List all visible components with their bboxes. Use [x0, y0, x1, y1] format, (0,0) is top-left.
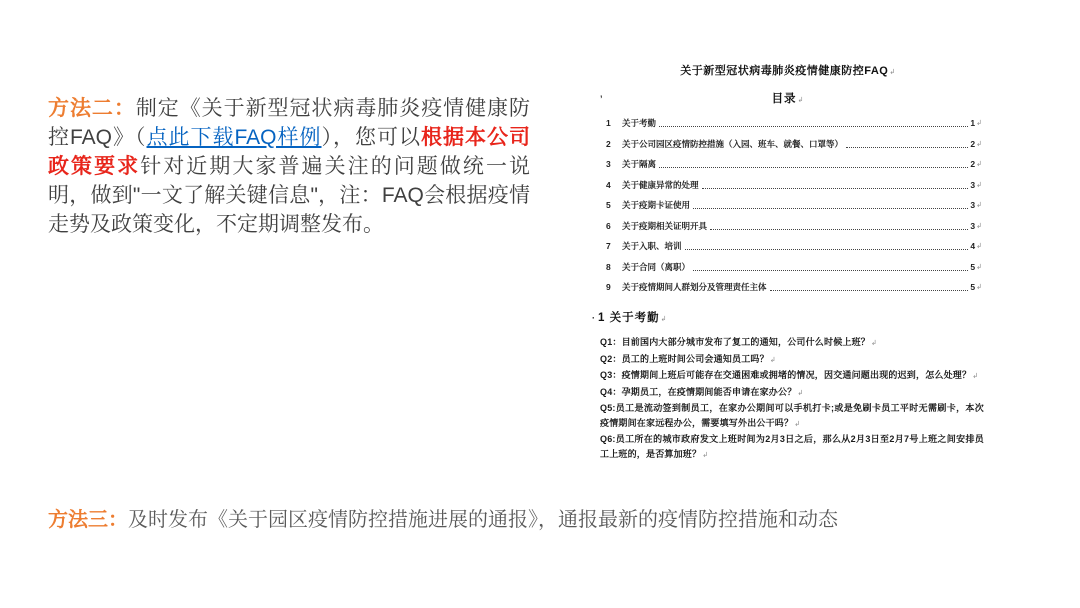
faq-question — [600, 401, 984, 432]
toc-leader-dots — [710, 228, 968, 230]
faq-question — [600, 368, 984, 385]
toc-leader-dots — [693, 269, 968, 271]
paragraph-mark: ↲ — [976, 222, 982, 230]
toc-item-title: 关于健康异常的处理 — [622, 179, 699, 190]
toc-item-title: 关于隔离 — [622, 159, 657, 169]
faq-question — [600, 432, 984, 463]
faq-question — [600, 335, 984, 352]
paragraph-mark: ↲ — [976, 284, 982, 291]
toc-item-title: 关于疫期卡证使用 — [622, 200, 691, 210]
paragraph-mark: ↲ — [871, 340, 878, 347]
toc-item-number: 7 — [606, 241, 611, 251]
toc-row — [606, 283, 982, 292]
toc-item-page: 2 — [970, 138, 976, 149]
toc-item-number: 3 — [606, 159, 611, 169]
toc-row — [606, 181, 982, 190]
faq-question-text: Q5:员工是流动签到制员工，在家办公期间可以手机打卡;或是免刷卡员工平时无需刷卡，本次疫情期间在家远程办公，需要填写外出公干吗？ — [600, 403, 984, 428]
paragraph-mark: ↲ — [976, 120, 982, 127]
faq-question — [600, 352, 984, 369]
method2-paragraph — [48, 94, 530, 239]
toc-row — [606, 263, 982, 272]
paragraph-mark: ↲ — [976, 202, 982, 209]
toc-leader-dots — [693, 207, 968, 209]
toc-row — [606, 201, 982, 210]
paragraph-mark: ↲ — [972, 373, 979, 380]
section-heading — [592, 309, 984, 325]
toc-row — [606, 222, 982, 231]
paragraph-mark: ↲ — [889, 69, 896, 76]
faq-question-text: Q1：目前国内大部分城市发布了复工的通知，公司什么时候上班？ — [600, 337, 871, 347]
stray-paragraph-mark: ’ — [600, 94, 603, 104]
method3-paragraph — [48, 506, 1048, 534]
toc-item-number: 2 — [606, 138, 611, 149]
method2-emphasis-text: 根据本公司政策要求 — [48, 126, 531, 178]
toc-row — [606, 119, 982, 128]
toc-item-number: 6 — [606, 220, 611, 231]
method2-label: 方法二： — [48, 97, 136, 120]
toc-leader-dots — [685, 248, 969, 250]
toc-leader-dots — [846, 146, 968, 148]
toc-list — [592, 119, 984, 292]
toc-leader-dots — [702, 187, 969, 189]
toc-item-page: 3 — [970, 179, 976, 190]
paragraph-mark: ↲ — [976, 181, 982, 189]
method2-text-3: 针对近期大家普遍关注的问题做统一说明，做到"一文了解关键信息"，注：FAQ会根据疫情走势及政策变化，不定期调整发布。 — [48, 155, 531, 236]
toc-item-number: 1 — [606, 118, 611, 128]
paragraph-mark: ↲ — [769, 356, 776, 364]
question-list — [592, 335, 984, 463]
faq-question-text: Q3：疫情期间上班后可能存在交通困难或拥堵的情况，因交通问题出现的迟到，怎么处理？ — [600, 370, 972, 380]
toc-item-page: 4 — [970, 241, 976, 251]
paragraph-mark: ↲ — [976, 161, 982, 168]
toc-item-page: 3 — [970, 220, 976, 231]
toc-leader-dots — [659, 125, 968, 127]
section-bullet: · — [592, 313, 596, 323]
faq-question-text: Q6:员工所在的城市政府发文上班时间为2月3日之后，那么从2月3日至2月7号上班之间安排员工上班的，是否算加班？ — [600, 434, 984, 459]
toc-item-page: 3 — [970, 200, 976, 210]
faq-question — [600, 385, 984, 402]
faq-question-text: Q4：孕期员工，在疫情期间能否申请在家办公？ — [600, 386, 797, 397]
toc-item-page: 5 — [970, 282, 976, 292]
toc-item-number: 4 — [606, 179, 611, 190]
toc-item-page: 5 — [970, 261, 976, 272]
paragraph-mark: ↲ — [794, 420, 801, 428]
document-title — [592, 62, 984, 78]
paragraph-mark: ↲ — [976, 243, 982, 250]
toc-item-title: 关于疫期相关证明开具 — [622, 220, 708, 231]
faq-document-preview — [592, 56, 984, 476]
toc-item-title: 关于入职、培训 — [622, 241, 682, 251]
method3-text: 及时发布《关于园区疫情防控措施进展的通报》，通报最新的疫情防控措施和动态 — [128, 509, 838, 531]
paragraph-mark: ↲ — [976, 140, 982, 148]
section-heading-text: 1 关于考勤 — [598, 312, 660, 324]
toc-item-title: 关于公司园区疫情防控措施（入园、班车、就餐、口罩等） — [622, 138, 844, 149]
toc-heading-text: 目录 — [771, 93, 797, 105]
faq-sample-download-link[interactable]: 点此下载FAQ样例 — [146, 126, 322, 149]
toc-item-page: 2 — [970, 159, 976, 169]
method3-label: 方法三： — [48, 509, 128, 531]
toc-row — [606, 160, 982, 169]
toc-item-number: 5 — [606, 200, 611, 210]
document-title-text: 关于新型冠状病毒肺炎疫情健康防控FAQ — [680, 65, 889, 77]
toc-row — [606, 140, 982, 149]
toc-leader-dots — [659, 166, 968, 168]
paragraph-mark: ↲ — [702, 451, 709, 459]
faq-question-text: Q2：员工的上班时间公司会通知员工吗？ — [600, 353, 769, 364]
toc-item-title: 关于考勤 — [622, 118, 657, 128]
toc-heading — [592, 90, 984, 106]
paragraph-mark: ↲ — [660, 316, 668, 323]
paragraph-mark: ↲ — [797, 389, 804, 397]
toc-item-title: 关于疫情期间人群划分及管理责任主体 — [622, 282, 767, 292]
paragraph-mark: ↲ — [976, 263, 982, 271]
toc-row — [606, 242, 982, 251]
method2-text-2: ），您可以 — [321, 126, 422, 149]
toc-item-title: 关于合同（离职） — [622, 261, 691, 272]
toc-leader-dots — [770, 289, 969, 291]
toc-item-number: 8 — [606, 261, 611, 272]
method2-text-1: 制定《关于新型冠状病毒肺炎疫情健康防控FAQ》（ — [48, 97, 531, 149]
toc-item-number: 9 — [606, 282, 611, 292]
toc-item-page: 1 — [970, 118, 976, 128]
paragraph-mark: ↲ — [797, 97, 805, 104]
